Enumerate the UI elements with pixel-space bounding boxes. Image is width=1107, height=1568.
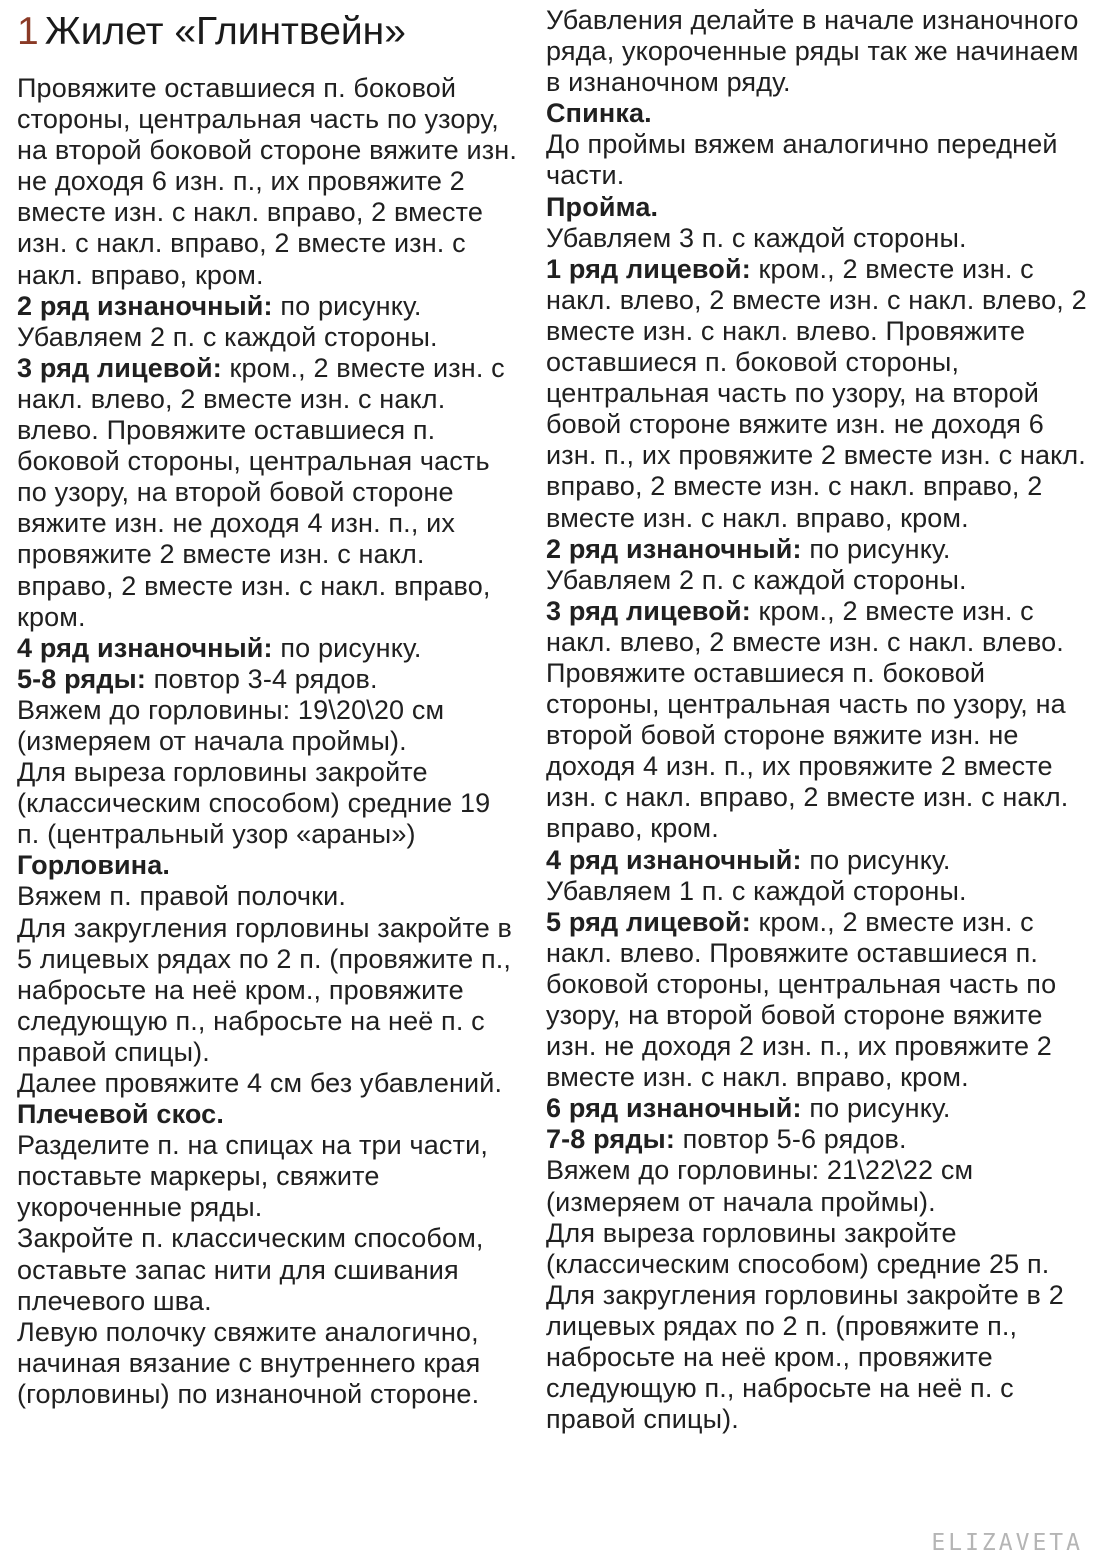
paragraph-text: кром., 2 вместе изн. с накл. влево. Провяжите оставшиеся п. боковой стороны, центральная часть по узору, на второй бовой стороне вяжите изн. не доходя 2 изн. п., их провяжите 2 вместе изн. с накл. вправо, кром.: [546, 906, 1057, 1093]
paragraph: [546, 223, 1094, 254]
paragraph-heading: 4 ряд изнаночный:: [546, 844, 802, 875]
right-column: [546, 5, 1094, 1435]
paragraph-text: Для закругления горловины закройте в 5 лицевых рядах по 2 п. (провяжите п., набросьте на неё кром., провяжите следующую п., набросьте на неё п. с правой спицы).: [17, 912, 513, 1067]
paragraph-heading: 5 ряд лицевой:: [546, 906, 751, 937]
paragraph-heading: Горловина.: [17, 850, 171, 881]
paragraph-text: по рисунку.: [272, 632, 422, 663]
paragraph-text: Убавляем 2 п. с каждой стороны.: [546, 564, 967, 595]
paragraph: [17, 73, 517, 291]
paragraph-text: Закройте п. классическим способом, оставьте запас нити для сшивания плечевого шва.: [17, 1223, 484, 1316]
paragraph-text: повтор 3-4 рядов.: [145, 663, 378, 694]
paragraph-text: Вяжем до горловины: 19\20\20 см (измеряем от начала проймы).: [17, 694, 445, 756]
paragraph-text: Левую полочку свяжите аналогично, начиная вязание с внутреннего края (горловины) по изнаночной стороне.: [17, 1316, 481, 1409]
paragraph: [17, 1099, 517, 1130]
paragraph: [17, 850, 517, 881]
paragraph-heading: 3 ряд лицевой:: [546, 595, 751, 626]
paragraph: [17, 322, 517, 353]
paragraph-text: кром., 2 вместе изн. с накл. влево, 2 вместе изн. с накл. влево, 2 вместе изн. с накл. влево. Провяжите оставшиеся п. боковой стороны, центральная часть по узору, на второй бовой стороне вяжите изн. не доходя 6 изн. п., их провяжите 2 вместе изн. с накл. вправо, 2 вместе изн. с накл. вправо, 2 вместе изн. с накл. вправо, кром.: [546, 253, 1087, 533]
paragraph: [17, 1068, 517, 1099]
paragraph-heading: Плечевой скос.: [17, 1099, 224, 1130]
paragraph: [546, 1124, 1094, 1155]
paragraph: [546, 876, 1094, 907]
paragraph-text: Убавляем 3 п. с каждой стороны.: [546, 222, 967, 253]
paragraph-text: Разделите п. на спицах на три части, поставьте маркеры, свяжите укороченные ряды.: [17, 1130, 488, 1223]
paragraph: [546, 129, 1094, 191]
left-paragraphs: [17, 73, 517, 1410]
paragraph-text: по рисунку.: [272, 290, 422, 321]
paragraph-text: Вяжем п. правой полочки.: [17, 881, 346, 912]
paragraph-text: по рисунку.: [801, 533, 951, 564]
paragraph: [546, 1155, 1094, 1217]
paragraph-text: кром., 2 вместе изн. с накл. влево, 2 вместе изн. с накл. влево. Провяжите оставшиеся п. боковой стороны, центральная часть по узору, на второй бовой стороне вяжите изн. не доходя 4 изн. п., их провяжите 2 вместе изн. с накл. вправо, 2 вместе изн. с накл. вправо, кром.: [17, 352, 505, 632]
paragraph: [17, 353, 517, 633]
paragraph: [17, 1317, 517, 1410]
paragraph-heading: 2 ряд изнаночный:: [17, 290, 273, 321]
paragraph: [546, 1280, 1094, 1435]
paragraph: [17, 913, 517, 1068]
paragraph: [17, 1130, 517, 1223]
paragraph-heading: 7-8 ряды:: [546, 1124, 675, 1155]
paragraph: [546, 5, 1094, 98]
right-paragraphs: [546, 5, 1094, 1435]
paragraph-text: До проймы вяжем аналогично передней части.: [546, 129, 1058, 191]
paragraph-heading: 5-8 ряды:: [17, 663, 146, 694]
paragraph-text: Убавляем 2 п. с каждой стороны.: [17, 321, 438, 352]
title-text: Жилет «Глинтвейн»: [44, 10, 406, 53]
watermark: ELIZAVETA: [931, 1530, 1083, 1556]
paragraph: [546, 845, 1094, 876]
paragraph-text: Убавления делайте в начале изнаночного ряда, укороченные ряды так же начинаем в изнаночном ряду.: [546, 5, 1079, 98]
title-number: 1: [17, 10, 39, 53]
paragraph-text: по рисунку.: [801, 1093, 951, 1124]
paragraph-text: повтор 5-6 рядов.: [674, 1124, 907, 1155]
page-title: [17, 10, 517, 54]
paragraph: [546, 1218, 1094, 1280]
paragraph: [17, 695, 517, 757]
paragraph: [17, 664, 517, 695]
paragraph-text: Убавляем 1 п. с каждой стороны.: [546, 875, 967, 906]
paragraph-heading: 6 ряд изнаночный:: [546, 1093, 802, 1124]
paragraph-heading: Спинка.: [546, 98, 652, 129]
paragraph-heading: 4 ряд изнаночный:: [17, 632, 273, 663]
paragraph-text: Вяжем до горловины: 21\22\22 см (измеряем от начала проймы).: [546, 1155, 974, 1217]
paragraph: [546, 254, 1094, 534]
paragraph-text: Для выреза горловины закройте (классическим способом) средние 19 п. (центральный узор «араны»): [17, 757, 491, 850]
paragraph: [546, 192, 1094, 223]
paragraph-heading: 1 ряд лицевой:: [546, 253, 751, 284]
paragraph: [546, 907, 1094, 1094]
paragraph: [546, 565, 1094, 596]
paragraph-text: Для закругления горловины закройте в 2 лицевых рядах по 2 п. (провяжите п., набросьте на неё кром., провяжите следующую п., набросьте на неё п. с правой спицы).: [546, 1279, 1064, 1435]
paragraph: [17, 881, 517, 912]
paragraph: [17, 633, 517, 664]
paragraph: [546, 596, 1094, 845]
paragraph: [17, 757, 517, 850]
paragraph-heading: 2 ряд изнаночный:: [546, 533, 802, 564]
paragraph: [546, 534, 1094, 565]
paragraph-text: по рисунку.: [801, 844, 951, 875]
paragraph: [546, 1093, 1094, 1124]
paragraph-text: Для выреза горловины закройте (классическим способом) средние 25 п.: [546, 1217, 1050, 1279]
paragraph: [17, 291, 517, 322]
paragraph-heading: 3 ряд лицевой:: [17, 352, 222, 383]
paragraph-heading: Пройма.: [546, 191, 659, 222]
paragraph: [17, 1223, 517, 1316]
left-column: [17, 0, 517, 1410]
paragraph-text: кром., 2 вместе изн. с накл. влево, 2 вместе изн. с накл. влево. Провяжите оставшиеся п. боковой стороны, центральная часть по узору, на второй бовой стороне вяжите изн. не доходя 4 изн. п., их провяжите 2 вместе изн. с накл. вправо, 2 вместе изн. с накл. вправо, кром.: [546, 595, 1069, 844]
paragraph-text: Далее провяжите 4 см без убавлений.: [17, 1068, 503, 1098]
paragraph: [546, 98, 1094, 129]
paragraph-text: Провяжите оставшиеся п. боковой стороны, центральная часть по узору, на второй боковой стороне вяжите изн. не доходя 6 изн. п., их провяжите 2 вместе изн. с накл. вправо, 2 вместе изн. с накл. вправо, 2 вместе изн. с накл. вправо, кром.: [17, 73, 517, 290]
